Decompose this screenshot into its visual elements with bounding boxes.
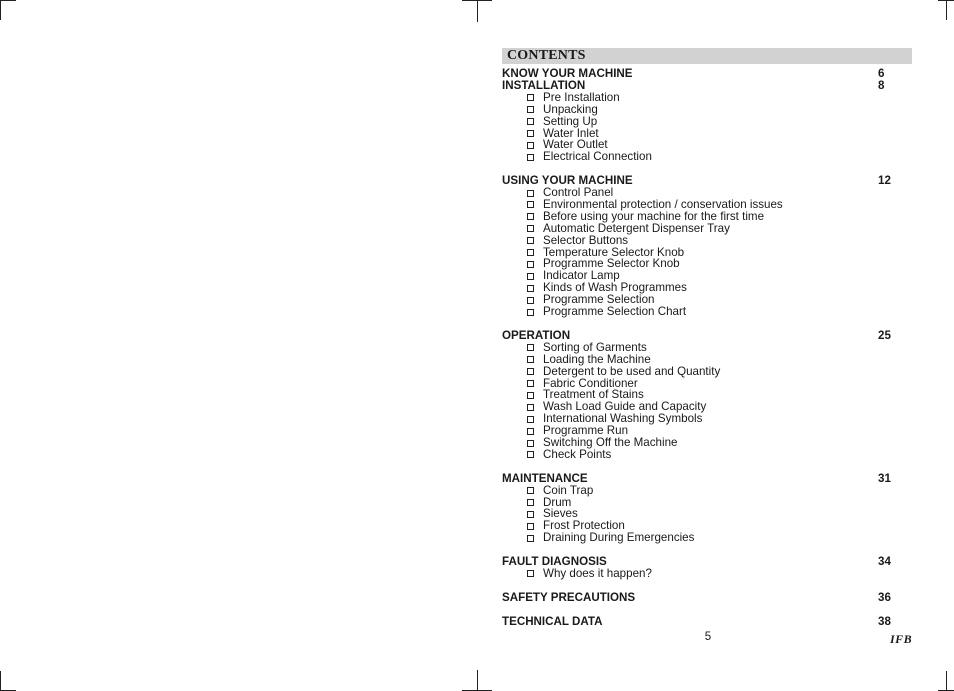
checkbox-bullet-icon [527,118,534,125]
checkbox-bullet-icon [527,309,534,316]
checkbox-bullet-icon [527,213,534,220]
subsection-label: Pre Installation [543,90,620,104]
subsection-label: International Washing Symbols [543,412,703,426]
section-title: INSTALLATION [502,78,586,92]
subsection-label: Detergent to be used and Quantity [543,364,721,378]
subsection-label: Coin Trap [543,483,594,497]
subsection-label: Frost Protection [543,519,625,533]
subsection-item [502,532,912,544]
section-page-number: 8 [878,78,885,92]
crop-mark [946,671,947,691]
table-of-contents [502,48,912,628]
subsection-label: Check Points [543,447,612,461]
checkbox-bullet-icon [527,499,534,506]
subsection-item [502,104,912,116]
subsection-item [502,485,912,497]
checkbox-bullet-icon [527,249,534,256]
checkbox-bullet-icon [527,190,534,197]
checkbox-bullet-icon [527,237,534,244]
crop-mark [946,0,947,20]
checkbox-bullet-icon [527,416,534,423]
crop-mark [0,0,16,1]
section-page-number: 6 [878,67,885,80]
section-title: TECHNICAL DATA [502,614,603,628]
subsection-label: Treatment of Stains [543,388,644,402]
subsection-label: Programme Selector Knob [543,257,680,271]
subsection-label: Setting Up [543,114,598,128]
section-page-number: 31 [878,471,891,485]
checkbox-bullet-icon [527,225,534,232]
checkbox-bullet-icon [527,392,534,399]
checkbox-bullet-icon [527,356,534,363]
subsection-item [502,306,912,318]
crop-mark [0,0,1,20]
checkbox-bullet-icon [527,154,534,161]
subsection-label: Environmental protection / conservation issues [543,197,783,211]
checkbox-bullet-icon [527,368,534,375]
subsection-label: Wash Load Guide and Capacity [543,400,707,414]
checkbox-bullet-icon [527,511,534,518]
subsection-label: Programme Selection [543,293,655,307]
checkbox-bullet-icon [527,142,534,149]
subsection-item [502,366,912,378]
page-number: 5 [704,631,712,643]
contents-section [502,616,912,628]
checkbox-bullet-icon [527,130,534,137]
checkbox-bullet-icon [527,106,534,113]
section-title: KNOW YOUR MACHINE [502,67,633,80]
subsection-label: Automatic Detergent Dispenser Tray [543,221,730,235]
section-page-number: 12 [878,174,891,188]
contents-section [502,330,912,461]
subsection-item [502,92,912,104]
checkbox-bullet-icon [527,344,534,351]
checkbox-bullet-icon [527,380,534,387]
section-page-number: 36 [878,590,891,604]
section-title: SAFETY PRECAUTIONS [502,590,636,604]
subsection-label: Control Panel [543,186,614,200]
subsection-label: Indicator Lamp [543,269,620,283]
checkbox-bullet-icon [527,94,534,101]
section-heading [502,616,912,628]
subsection-label: Why does it happen? [543,567,652,580]
brand-logo: IFB [890,632,913,646]
contents-sections [502,68,912,628]
section-page-number: 34 [878,555,891,569]
subsection-label: Switching Off the Machine [543,436,678,450]
checkbox-bullet-icon [527,273,534,280]
contents-section [502,473,912,544]
subsection-label: Draining During Emergencies [543,531,695,545]
checkbox-bullet-icon [527,451,534,458]
subsection-label: Sieves [543,507,578,521]
subsection-item [502,223,912,235]
subsection-label: Selector Buttons [543,233,629,247]
checkbox-bullet-icon [527,440,534,447]
checkbox-bullet-icon [527,297,534,304]
subsection-item [502,354,912,366]
subsection-item [502,449,912,461]
checkbox-bullet-icon [527,535,534,542]
subsection-label: Unpacking [543,102,598,116]
checkbox-bullet-icon [527,570,534,577]
section-heading [502,473,912,485]
section-title: FAULT DIAGNOSIS [502,555,607,569]
subsection-label: Drum [543,495,572,509]
subsection-label: Programme Selection Chart [543,305,687,319]
checkbox-bullet-icon [527,201,534,208]
subsection-label: Loading the Machine [543,352,651,366]
contents-section [502,80,912,163]
section-title: OPERATION [502,328,571,342]
crop-mark [938,0,954,1]
subsection-label: Water Outlet [543,138,608,152]
subsection-label: Water Inlet [543,126,599,140]
subsection-label: Electrical Connection [543,150,652,164]
subsection-item [502,342,912,354]
subsection-label: Temperature Selector Knob [543,245,685,259]
subsection-label: Before using your machine for the first time [543,209,765,223]
subsection-item [502,568,912,580]
subsection-label: Kinds of Wash Programmes [543,281,687,295]
subsection-item [502,235,912,247]
crop-mark [0,671,1,691]
section-title: USING YOUR MACHINE [502,174,633,188]
checkbox-bullet-icon [527,404,534,411]
section-title: MAINTENANCE [502,471,588,485]
contents-section [502,175,912,318]
section-page-number: 25 [878,328,891,342]
checkbox-bullet-icon [527,285,534,292]
section-page-number: 38 [878,614,891,628]
section-heading [502,592,912,604]
contents-title: CONTENTS [502,48,912,64]
crop-mark [477,670,478,691]
subsection-item [502,151,912,163]
crop-mark [477,0,478,22]
subsection-item [502,211,912,223]
checkbox-bullet-icon [527,523,534,530]
subsection-label: Fabric Conditioner [543,376,638,390]
checkbox-bullet-icon [527,428,534,435]
checkbox-bullet-icon [527,261,534,268]
subsection-label: Programme Run [543,424,629,438]
subsection-item [502,116,912,128]
crop-mark [462,0,492,1]
checkbox-bullet-icon [527,487,534,494]
contents-section [502,556,912,580]
subsection-label: Sorting of Garments [543,340,647,354]
contents-section [502,592,912,604]
